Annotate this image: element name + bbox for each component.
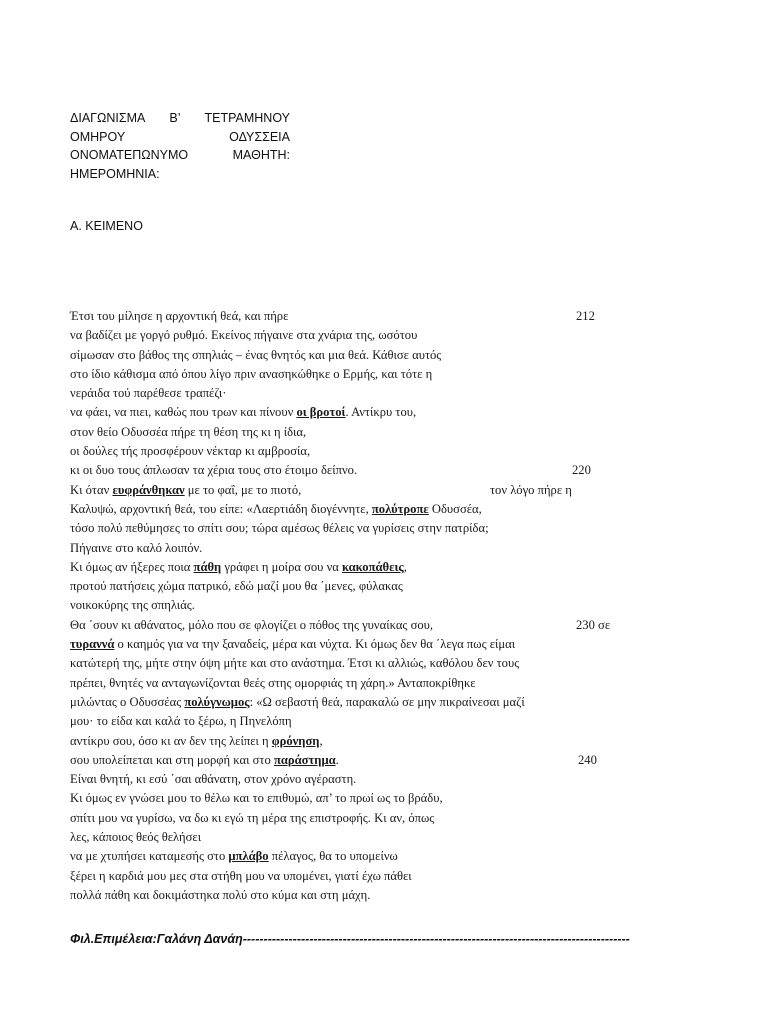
text-line-content: Έτσι του μίλησε η αρχοντική θεά, και πήρε [70,309,289,323]
header-row-exam [70,109,290,128]
text-line: σίμωσαν στο βάθος της σπηλιάς – ένας θνητός και μια θεά. Κάθισε αυτός [70,347,442,362]
keyword: πάθη [193,559,222,574]
keyword: παράστημα [273,752,336,767]
header-exam-number: Β’ [169,111,181,125]
keyword: πολύτροπε [371,501,429,516]
text-line [70,558,640,577]
text-line [70,616,640,635]
text-line-content: ο καημός για να την ξαναδείς, μέρα και νύχτα. Κι όμως δεν θα ΄λεγα πως είμαι [114,637,516,652]
header-work: ΟΔΥΣΣΕΙΑ [229,129,290,144]
header-student-label: ΜΑΘΗΤΗ: [232,148,290,162]
text-line: ξέρει η καρδιά μου μες στα στήθη μου να υπομένει, γιατί έχω πάθει [70,868,412,883]
text-line-content: Καλυψώ, αρχοντική θεά, του είπε: «Λαερτιάδη διογέννητε, [70,501,372,516]
section-title: Α. ΚΕΙΜΕΝΟ [70,219,143,233]
verse-number: 220 [572,463,591,478]
text-line: Είναι θνητή, κι εσύ ΄σαι αθάνατη, στον χρόνο αγέραστη. [70,772,357,787]
text-line-content: πέλαγος, θα το υπομείνω [268,849,398,864]
text-line-content: αντίκρυ σου, όσο κι αν δεν της λείπει η [70,733,272,748]
keyword: μπλάβο [228,849,269,864]
keyword: κακοπάθεις [342,559,404,574]
text-line-content: τον λόγο πήρε η [490,482,572,497]
text-line-content: να φάει, να πιει, καθώς που τρων και πίνουν [70,405,297,420]
text-line [70,307,640,326]
text-line: νοικοκύρης της σπηλιάς. [70,598,195,613]
text-line [70,481,640,500]
text-line-content: Κι όμως αν ήξερες ποια [70,559,194,574]
text-line-content: σου υπολείπεται και στη μορφή και στο [70,752,274,767]
verse-number: 212 [576,309,595,323]
text-line [70,751,640,770]
text-line [70,635,640,654]
header-exam-title: ΔΙΑΓΩΝΙΣΜΑ [70,111,146,125]
text-line [70,403,640,422]
poem-text [70,307,640,905]
text-line: τόσο πολύ πεθύμησες το σπίτι σου; τώρα αμέσως θέλεις να γυρίσεις στην πατρίδα; [70,521,489,536]
header-row-subject [70,128,290,147]
text-line [70,693,640,712]
footer-credit-label: Φιλ.Επιμέλεια:Γαλάνη Δανάη [70,932,243,946]
text-line: να βαδίζει με γοργό ρυθμό. Εκείνος πήγαινε στα χνάρια της, ωσότου [70,328,418,343]
header-date-label: ΗΜΕΡΟΜΗΝΙΑ: [70,166,160,181]
text-line: προτού πατήσεις χώμα πατρικό, εδώ μαζί μου θα ΄μενες, φύλακας [70,579,403,594]
text-line: σπίτι μου να γυρίσω, να δω κι εγώ τη μέρα της επιστροφής. Κι αν, όπως [70,810,435,825]
text-line: πρέπει, θνητές να ανταγωνίζονται θεές στης ομορφιάς τη χάρη.» Ανταποκρίθηκε [70,675,476,690]
text-line-content: Κι όταν [70,482,113,497]
keyword: πολύγνωμος [184,694,250,709]
keyword: φρόνηση [271,733,320,748]
header-name-label: ΟΝΟΜΑΤΕΠΩΝΥΜΟ [70,148,189,162]
text-line-content: με το φαΐ, με το πιοτό, [184,482,302,497]
footer-dashes: --------------------------------------------------------------------------------------------- [242,932,630,946]
text-line-content: κι οι δυο τους άπλωσαν τα χέρια τους στο έτοιμο δείπνο. [70,463,358,478]
keyword: τυραννά [70,637,115,652]
text-line-content: να με χτυπήσει καταμεσής στο [70,849,229,864]
text-line-content: , [403,559,407,574]
text-line-content: : «Ω σεβαστή θεά, παρακαλώ σε μην πικραίνεσαι μαζί [249,694,525,709]
text-line-content: μιλώντας ο Οδυσσέας [70,694,185,709]
exam-header [70,109,290,183]
text-line: Πήγαινε στο καλό λοιπόν. [70,540,203,555]
header-exam-term: ΤΕΤΡΑΜΗΝΟΥ [204,111,290,125]
text-line: λες, κάποιος θεός θελήσει [70,830,202,845]
text-line: πολλά πάθη και δοκιμάστηκα πολύ στο κύμα και στη μάχη. [70,887,371,902]
text-line: οι δούλες τής προσφέρουν νέκταρ κι αμβροσία, [70,444,311,459]
text-line-content: γράφει η μοίρα σου να [221,559,343,574]
keyword: ευφράνθηκαν [112,482,185,497]
text-line [70,847,640,866]
text-line-content: Οδυσσέα, [428,501,482,516]
text-line: μου· το είδα και καλά το ξέρω, η Πηνελόπη [70,714,292,729]
footer-credit [70,932,635,946]
header-row-student [70,146,290,165]
text-line-content: . Αντίκρυ του, [345,405,417,420]
text-line [70,461,640,480]
verse-number: 230 σε [576,617,611,632]
header-row-date [70,165,290,184]
keyword: οι βροτοί [296,405,346,420]
text-line: νεράιδα τού παρέθεσε τραπέζι· [70,386,227,401]
text-line: Κι όμως εν γνώσει μου το θέλω και το επιθυμώ, απ’ το πρωί ως το βράδυ, [70,791,443,806]
text-line: στο ίδιο κάθισμα από όπου λίγο πριν ανασηκώθηκε ο Ερμής, και τότε η [70,366,433,381]
text-line: στον θείο Οδυσσέα πήρε τη θέση της κι η ίδια, [70,424,307,439]
text-line-content: , [319,733,323,748]
text-line: κατώτερή της, μήτε στην όψη μήτε και στο ανάστημα. Έτσι κι αλλιώς, καθόλου δεν τους [70,656,520,671]
text-line-content: Θα ΄σουν κι αθάνατος, μόλο που σε φλογίζει ο πόθος της γυναίκας σου, [70,617,434,632]
text-line [70,732,640,751]
text-line-content: . [335,752,339,767]
header-author: ΟΜΗΡΟΥ [70,129,126,144]
verse-number: 240 [578,752,597,767]
text-line [70,500,640,519]
